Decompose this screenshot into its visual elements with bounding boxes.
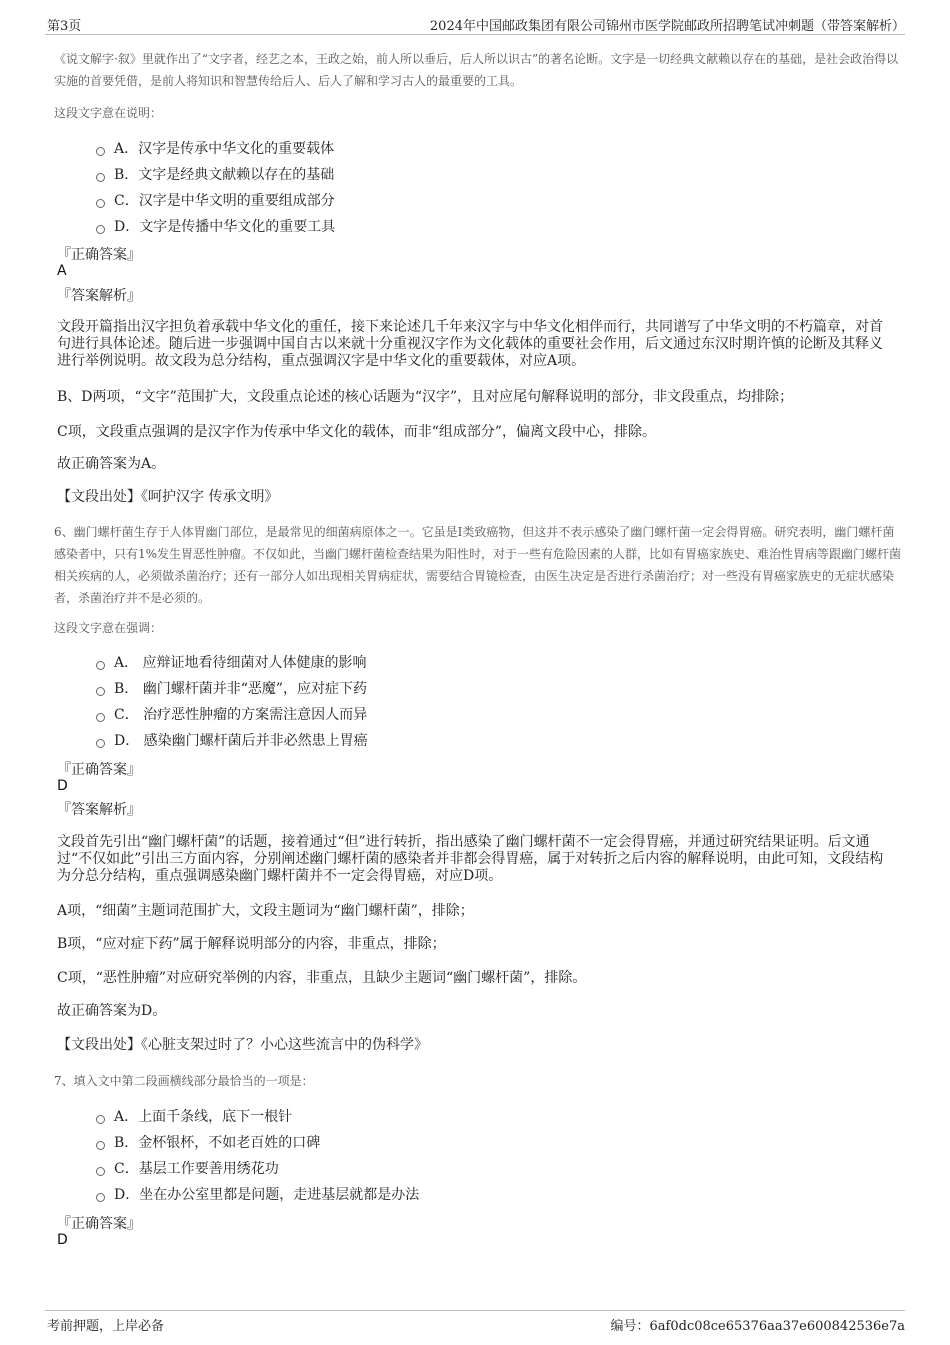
q5-options [96, 135, 335, 239]
q7-stem: 7、填入文中第二段画横线部分最恰当的一项是： [54, 1074, 314, 1088]
q5-option-a[interactable]: A．汉字是传承中华文化的重要载体 [96, 135, 335, 161]
q5-stem: 这段文字意在说明： [54, 106, 163, 120]
q6-answer: D [57, 778, 68, 794]
radio-icon[interactable] [96, 661, 105, 670]
q7-answer: D [57, 1232, 68, 1248]
q5-option-b[interactable]: B．文字是经典文献赖以存在的基础 [96, 161, 335, 187]
q6-option-d[interactable]: D． 感染幽门螺杆菌后并非必然患上胃癌 [96, 727, 368, 753]
q5-answer-heading: 『正确答案』 [57, 247, 141, 263]
radio-icon[interactable] [96, 225, 105, 234]
q7-option-b[interactable]: B．金杯银杯，不如老百姓的口碑 [96, 1129, 419, 1155]
q5-analysis-2: B、D两项，“文字”范围扩大，文段重点论述的核心话题为“汉字”，且对应尾句解释说明的部分，非文段重点，均排除； [57, 389, 794, 405]
q5-analysis-heading: 『答案解析』 [57, 288, 141, 304]
radio-icon[interactable] [96, 1115, 105, 1124]
radio-icon[interactable] [96, 713, 105, 722]
q6-source: 【文段出处】《心脏支架过时了？小心这些流言中的伪科学》 [57, 1037, 428, 1053]
radio-icon[interactable] [96, 1193, 105, 1202]
q6-option-b[interactable]: B． 幽门螺杆菌并非“恶魔”，应对症下药 [96, 675, 368, 701]
page-number: 第3页 [47, 19, 82, 34]
page-footer [45, 1310, 905, 1335]
radio-icon[interactable] [96, 1141, 105, 1150]
q5-analysis-4: 故正确答案为A。 [57, 456, 166, 472]
document-id: 编号：6af0dc08ce65376aa37e600842536e7a [610, 1319, 905, 1334]
q6-option-a[interactable]: A． 应辩证地看待细菌对人体健康的影响 [96, 649, 368, 675]
q5-analysis-3: C项，文段重点强调的是汉字作为传承中华文化的载体，而非“组成部分”，偏离文段中心，排除。 [57, 424, 657, 440]
q5-passage: 《说文解字·叙》里就作出了“文字者，经艺之本，王政之始，前人所以垂后，后人所以识古”的著名论断。文字是一切经典文献赖以存在的基础，是社会政治得以实施的首要凭借，是前人将知识和智慧传给后人、后人了解和学习古人的最重要的工具。 [54, 52, 899, 88]
q6-options [96, 649, 368, 753]
q7-option-a[interactable]: A．上面千条线，底下一根针 [96, 1103, 419, 1129]
q6-answer-heading: 『正确答案』 [57, 762, 141, 778]
footer-slogan: 考前押题，上岸必备 [47, 1319, 165, 1334]
q5-answer: A [57, 263, 67, 279]
q6-passage: 6、幽门螺杆菌生存于人体胃幽门部位，是最常见的细菌病原体之一。它虽是I类致癌物，但这并不表示感染了幽门螺杆菌一定会得胃癌。研究表明，幽门螺杆菌感染者中，只有1%发生胃恶性肿瘤。不仅如此，当幽门螺杆菌检查结果为阳性时，对于一些有危险因素的人群，比如有胃癌家族史、难治性胃病等跟幽门螺杆菌相关疾病的人，必须做杀菌治疗；还有一部分人如出现相关胃病症状，需要结合胃镜检查，由医生决定是否进行杀菌治疗；对一些没有胃癌家族史的无症状感染者，杀菌治疗并不是必须的。 [54, 525, 902, 605]
radio-icon[interactable] [96, 199, 105, 208]
page-header [45, 12, 905, 35]
q6-analysis-3: B项，“应对症下药”属于解释说明部分的内容，非重点，排除； [57, 936, 446, 952]
q5-option-c[interactable]: C．汉字是中华文明的重要组成部分 [96, 187, 335, 213]
q6-option-c[interactable]: C． 治疗恶性肿瘤的方案需注意因人而异 [96, 701, 368, 727]
q5-source: 【文段出处】《呵护汉字 传承文明》 [57, 489, 279, 505]
q7-option-d[interactable]: D．坐在办公室里都是问题，走进基层就都是办法 [96, 1181, 419, 1207]
q5-option-d[interactable]: D．文字是传播中华文化的重要工具 [96, 213, 335, 239]
radio-icon[interactable] [96, 1167, 105, 1176]
q6-analysis-5: 故正确答案为D。 [57, 1003, 167, 1019]
q6-analysis-1: 文段首先引出“幽门螺杆菌”的话题，接着通过“但”进行转折，指出感染了幽门螺杆菌不一定会得胃癌，并通过研究结果证明。后文通过“不仅如此”引出三方面内容，分别阐述幽门螺杆菌的感染者并非都会得胃癌，属于对转折之后内容的解释说明，由此可知，文段结构为分总分结构，重点强调感染幽门螺杆菌并不一定会得胃癌，对应D项。 [57, 834, 884, 884]
q5-analysis-1: 文段开篇指出汉字担负着承载中华文化的重任，接下来论述几千年来汉字与中华文化相伴而行，共同谱写了中华文明的不朽篇章，对首句进行具体论述。随后进一步强调中国自古以来就十分重视汉字作为文化载体的重要社会作用，后文通过东汉时期许慎的论断及其释义进行举例说明。故文段为总分结构，重点强调汉字是中华文化的重要载体，对应A项。 [57, 319, 883, 369]
q7-option-c[interactable]: C．基层工作要善用绣花功 [96, 1155, 419, 1181]
q6-analysis-heading: 『答案解析』 [57, 802, 141, 818]
q6-analysis-4: C项，“恶性肿瘤”对应研究举例的内容，非重点，且缺少主题词“幽门螺杆菌”，排除。 [57, 970, 587, 986]
radio-icon[interactable] [96, 173, 105, 182]
radio-icon[interactable] [96, 147, 105, 156]
q7-options [96, 1103, 419, 1207]
radio-icon[interactable] [96, 687, 105, 696]
q6-stem: 这段文字意在强调： [54, 621, 163, 635]
radio-icon[interactable] [96, 739, 105, 748]
document-title: 2024年中国邮政集团有限公司锦州市医学院邮政所招聘笔试冲刺题（带答案解析） [429, 19, 905, 34]
q6-analysis-2: A项，“细菌”主题词范围扩大，文段主题词为“幽门螺杆菌”，排除； [57, 903, 474, 919]
q7-answer-heading: 『正确答案』 [57, 1216, 141, 1232]
